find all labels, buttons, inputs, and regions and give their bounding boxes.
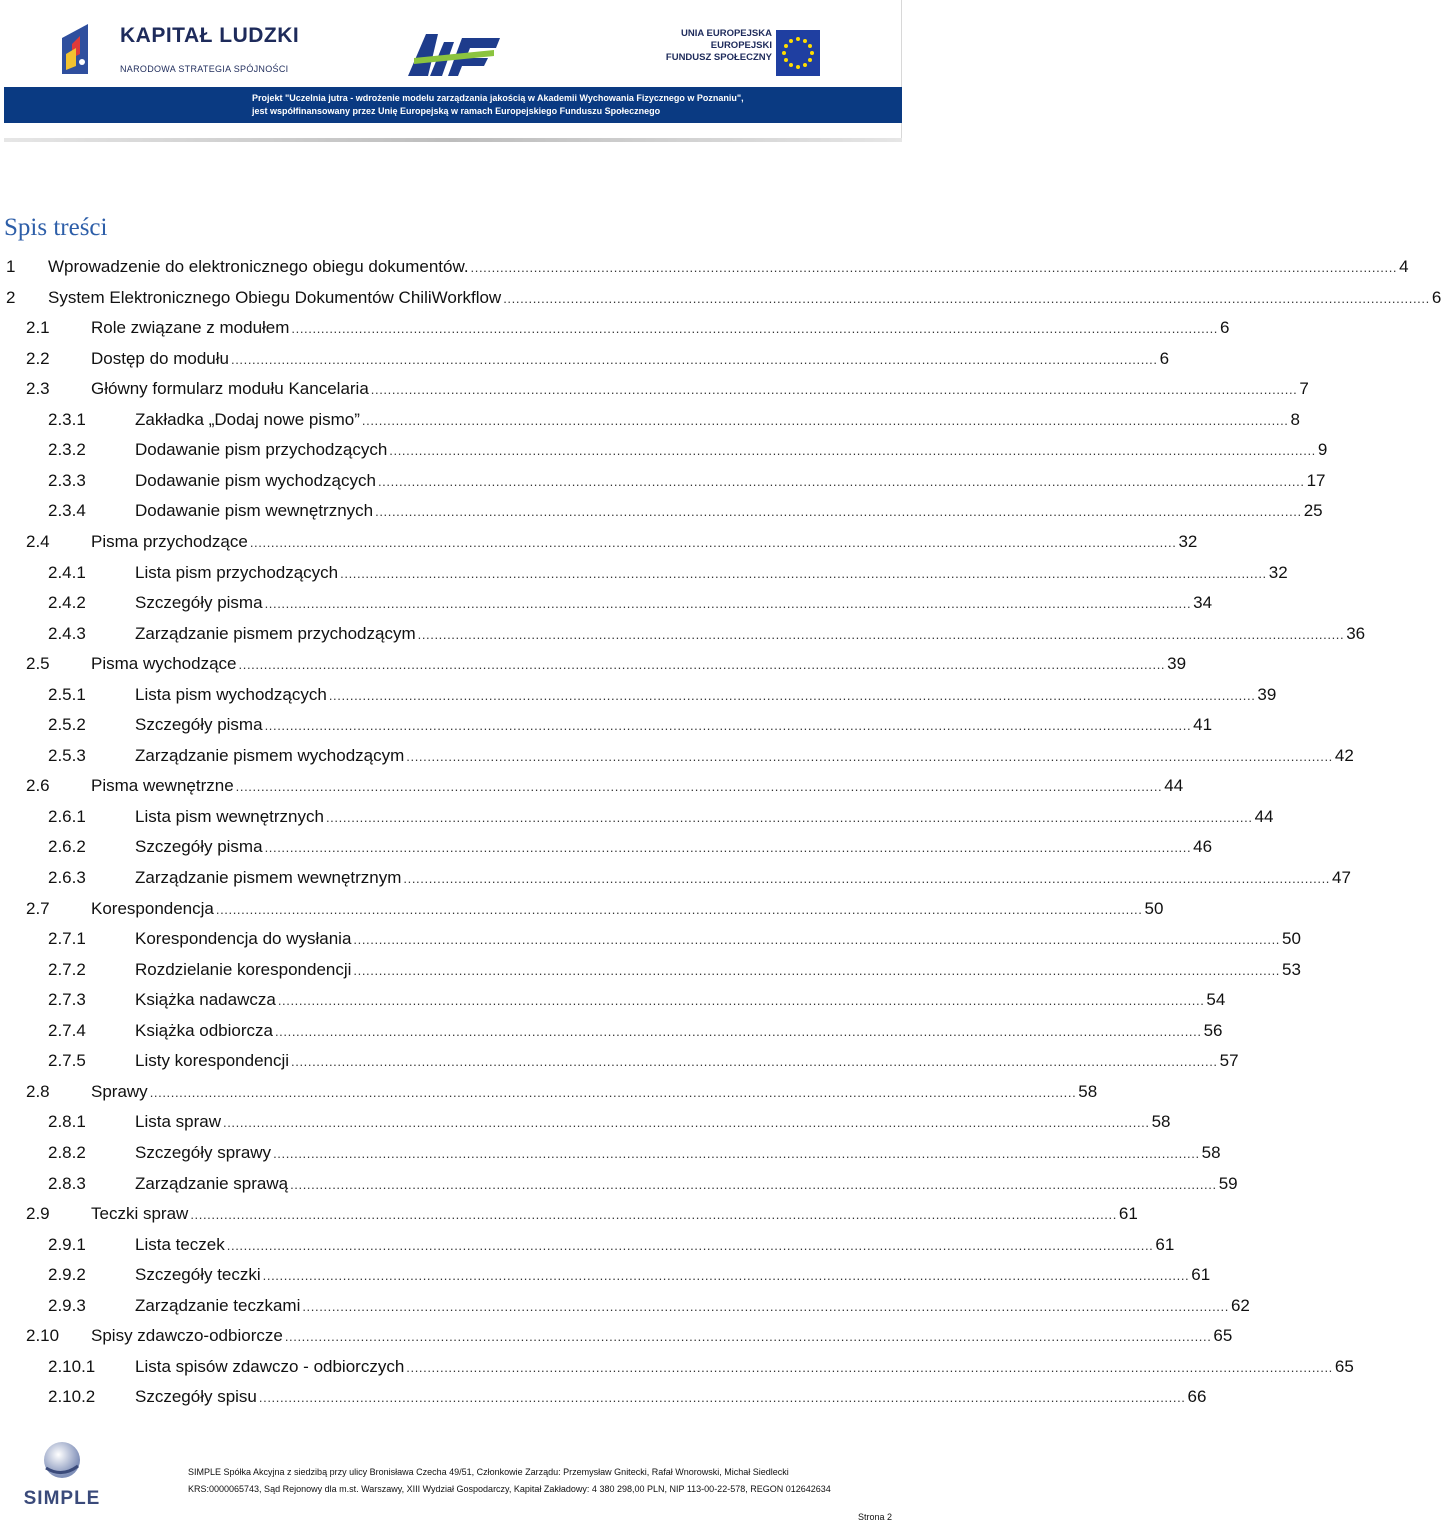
toc-dot-leader: ............................................................................................................................................................................................................................ [403,871,1331,886]
toc-entry-page: 6 [1431,287,1441,307]
toc-entry-page: 25 [1303,501,1323,521]
toc-entry-page: 9 [1317,440,1328,460]
toc-entry-title[interactable]: Dodawanie pism wewnętrznych [135,501,374,521]
toc-entry-page: 39 [1167,654,1187,674]
toc-entry-page: 6 [1220,318,1230,338]
eu-flag-icon [776,30,820,76]
toc-entry[interactable] [48,741,1354,771]
toc-entry-number: 2.3.4 [48,501,86,521]
toc-entry-number: 2.2 [26,348,50,368]
toc-dot-leader: ............................................................................................................................................................................................................................ [277,993,1205,1009]
kapital-ludzki-title: KAPITAŁ LUDZKI [120,24,300,47]
toc-entry[interactable] [48,1291,1250,1321]
toc-dot-leader: ............................................................................................................................................................................................................................ [238,657,1166,673]
toc-entry-title[interactable]: Zarządzanie teczkami [135,1295,301,1315]
toc-entry-title[interactable]: Rozdzielanie korespondencji [135,959,352,979]
eu-line-2: EUROPEJSKI [710,40,772,51]
toc-entry-title[interactable]: Zarządzanie pismem wychodzącym [135,745,405,765]
toc-entry-number: 1 [6,257,16,276]
toc-entry-page: 53 [1282,959,1301,979]
toc-entry-title[interactable]: Dodawanie pism przychodzących [135,440,388,460]
project-banner [4,0,902,141]
toc-entry-title[interactable]: Lista teczek [135,1234,225,1254]
toc-entry[interactable] [48,435,1328,465]
toc-entry-page: 57 [1219,1051,1239,1071]
toc-entry-number: 2.8 [26,1081,50,1101]
toc-dot-leader: ............................................................................................................................................................................................................................ [235,779,1163,795]
toc-entry[interactable] [48,832,1213,862]
toc-entry-page: 7 [1299,379,1309,399]
toc-entry-title[interactable]: Pisma przychodzące [91,531,248,551]
toc-entry-page: 39 [1257,684,1277,704]
toc-entry-number: 2.4.3 [48,623,86,643]
toc-entry-number: 2.10 [26,1326,60,1346]
toc-entry[interactable] [26,1321,1233,1351]
page-number: Strona 2 [858,1512,893,1522]
toc-dot-leader: ............................................................................................................................................................................................................................ [389,443,1316,459]
toc-dot-leader: ............................................................................................................................................................................................................................ [230,351,1158,367]
toc-entry[interactable] [26,894,1164,924]
toc-entry-page: 50 [1144,898,1164,918]
toc-entry[interactable] [26,527,1198,557]
toc-dot-leader: ............................................................................................................................................................................................................................ [290,1176,1217,1192]
toc-entry[interactable] [48,985,1226,1015]
toc-entry-page: 62 [1230,1295,1250,1315]
toc-dot-leader: ............................................................................................................................................................................................................................ [190,1207,1117,1223]
toc-entry[interactable] [48,955,1301,985]
toc-entry-title[interactable]: Korespondencja [91,898,214,918]
toc-entry-page: 65 [1334,1356,1354,1376]
toc-entry-page: 61 [1118,1204,1138,1224]
toc-entry-page: 44 [1164,776,1184,796]
toc-entry-page: 42 [1334,745,1354,765]
toc-entry-title[interactable]: Zakładka „Dodaj nowe pismo” [135,409,360,429]
toc-entry-page: 50 [1282,929,1301,949]
toc-entry-number: 2.9 [26,1204,50,1224]
toc-entry-title[interactable]: Lista spisów zdawczo - odbiorczych [135,1356,405,1376]
toc-entry-title[interactable]: Dostęp do modułu [91,348,229,368]
project-info-text [252,92,812,118]
toc-entry[interactable] [48,710,1213,740]
toc-entry-page: 65 [1213,1326,1233,1346]
toc-entry[interactable] [48,1352,1354,1382]
simple-logo [6,1438,118,1512]
toc-dot-leader: ............................................................................................................................................................................................................................ [375,504,1302,520]
toc-entry[interactable] [48,1230,1175,1260]
toc-dot-leader: ............................................................................................................................................................................................................................ [249,534,1177,550]
toc-entry[interactable] [48,1169,1238,1199]
toc-dot-leader: ............................................................................................................................................................................................................................ [361,412,1289,428]
toc-entry-number: 2.3.3 [48,470,86,490]
toc-entry-title[interactable]: Dodawanie pism wychodzących [135,470,376,490]
footer-line-2: KRS:0000065743, Sąd Rejonowy dla m.st. Warszawy, XIII Wydział Gospodarczy, Kapitał Zakładowy: 4 380 298,00 PLN, NIP 113-00-22-578, REGON 012642634 [188,1484,831,1494]
toc-entry-number: 2.3 [26,379,50,399]
toc-entry[interactable] [48,1138,1221,1168]
toc-entry[interactable] [26,374,1309,404]
toc-entry[interactable] [26,771,1184,801]
toc-entry-page: 41 [1193,715,1213,735]
toc-entry-page: 54 [1206,990,1226,1010]
toc-entry[interactable] [48,1260,1211,1290]
toc-entry[interactable] [48,1046,1239,1076]
toc-entry-title[interactable]: Szczegóły pisma [135,593,263,613]
toc-entry-page: 56 [1203,1020,1223,1040]
toc-entry[interactable] [48,863,1351,893]
toc-entry[interactable] [48,558,1288,588]
toc-dot-leader: ............................................................................................................................................................................................................................ [291,1054,1218,1070]
toc-entry-title[interactable]: Pisma wewnętrzne [91,776,234,796]
toc-entry-title[interactable]: Szczegóły pisma [135,837,263,857]
toc-dot-leader: ............................................................................................................................................................................................................................ [284,1329,1212,1345]
toc-entry-page: 61 [1155,1234,1175,1254]
toc-entry-number: 2.10.2 [48,1387,96,1407]
project-line-2: jest współfinansowany przez Unię Europejską w ramach Europejskiego Funduszu Społecznego [252,106,661,116]
toc-entry[interactable] [26,649,1187,679]
toc-dot-leader: ............................................................................................................................................................................................................................ [226,1237,1154,1253]
toc-entry-title[interactable]: Teczki spraw [91,1204,189,1224]
toc-entry-number: 2.9.1 [48,1234,86,1254]
toc-entry[interactable] [48,1016,1223,1046]
banner-divider [4,138,902,142]
toc-entry-number: 2.6 [26,776,50,796]
toc-dot-leader: ............................................................................................................................................................................................................................ [291,321,1219,337]
awf-logo [404,28,504,83]
toc-dot-leader: ............................................................................................................................................................................................................................ [503,290,1430,306]
toc-dot-leader: ............................................................................................................................................................................................................................ [417,626,1345,642]
toc-entry-page: 32 [1268,562,1288,582]
toc-entry-title[interactable]: Korespondencja do wysłania [135,929,352,949]
toc-entry-page: 58 [1078,1081,1098,1101]
toc-entry-page: 32 [1178,531,1198,551]
toc-entry[interactable] [6,252,1409,282]
toc-entry[interactable] [48,466,1326,496]
toc-dot-leader: ............................................................................................................................................................................................................................ [149,1084,1077,1100]
toc-entry-title[interactable]: Lista pism wychodzących [135,684,327,704]
toc-entry-page: 58 [1201,1142,1221,1162]
toc-entry-title[interactable]: Role związane z modułem [91,318,290,338]
toc-entry-number: 2.7 [26,898,50,918]
toc-entry[interactable] [26,1199,1138,1229]
toc-dot-leader: ............................................................................................................................................................................................................................ [258,1390,1186,1406]
toc-entry-number: 2.9.2 [48,1265,86,1285]
toc-entry-number: 2.8.2 [48,1142,86,1162]
toc-dot-leader: ............................................................................................................................................................................................................................ [406,748,1333,764]
kapital-ludzki-subtitle: NARODOWA STRATEGIA SPÓJNOŚCI [120,64,289,74]
toc-dot-leader: ............................................................................................................................................................................................................................ [325,809,1253,825]
toc-entry[interactable] [26,313,1230,343]
toc-dot-leader: ............................................................................................................................................................................................................................ [215,901,1143,917]
toc-entry-number: 2.6.2 [48,837,86,857]
toc-entry[interactable] [48,680,1277,710]
toc-entry-number: 2.5 [26,654,50,674]
toc-entry[interactable] [48,802,1274,832]
eu-logo [642,28,822,80]
toc-entry-title[interactable]: Wprowadzenie do elektronicznego obiegu dokumentów. [48,257,469,276]
kapital-ludzki-emblem-icon [58,18,106,78]
toc-entry[interactable] [48,496,1323,526]
toc-entry-title[interactable]: Sprawy [91,1081,148,1101]
toc-dot-leader: ............................................................................................................................................................................................................................ [302,1298,1229,1314]
toc-entry-title[interactable]: Szczegóły pisma [135,715,263,735]
toc-entry-number: 2 [6,287,16,307]
toc-entry-page: 34 [1193,593,1213,613]
toc-dot-leader: ............................................................................................................................................................................................................................ [264,840,1192,856]
toc-entry-page: 58 [1151,1112,1171,1132]
toc-entry-number: 2.6.1 [48,806,86,826]
toc-entry-title[interactable]: Spisy zdawczo-odbiorcze [91,1326,283,1346]
toc-dot-leader: ............................................................................................................................................................................................................................ [353,932,1281,948]
toc-entry-title[interactable]: Lista pism wewnętrznych [135,806,324,826]
toc-entry-number: 2.5.1 [48,684,86,704]
toc-entry-number: 2.7.5 [48,1051,86,1071]
toc-dot-leader: ............................................................................................................................................................................................................................ [406,1359,1333,1375]
toc-entry[interactable] [26,344,1170,374]
toc-entry-page: 61 [1191,1265,1211,1285]
toc-entry-number: 2.7.3 [48,990,86,1010]
toc-dot-leader: ............................................................................................................................................................................................................................ [328,687,1256,703]
toc-entry-title[interactable]: Główny formularz modułu Kancelaria [91,379,369,399]
toc-entry-number: 2.4.1 [48,562,86,582]
toc-entry-number: 2.8.1 [48,1112,86,1132]
toc-entry-number: 2.4.2 [48,593,86,613]
eu-line-3: FUNDUSZ SPOŁECZNY [665,52,772,63]
toc-entry[interactable] [48,588,1213,618]
toc-entry-title[interactable]: Książka odbiorcza [135,1020,273,1040]
toc-entry-page: 66 [1187,1387,1207,1407]
toc-dot-leader: ............................................................................................................................................................................................................................ [340,565,1267,581]
toc-entry-number: 2.9.3 [48,1295,86,1315]
toc-entry-page: 36 [1346,623,1366,643]
toc-entry[interactable] [48,924,1301,954]
toc-entry[interactable] [48,1107,1171,1137]
toc-entry-number: 2.8.3 [48,1173,86,1193]
toc-entry-number: 2.10.1 [48,1356,96,1376]
toc-entry-title[interactable]: Pisma wychodzące [91,654,237,674]
toc-entry-number: 2.1 [26,318,50,338]
toc-dot-leader: ............................................................................................................................................................................................................................ [470,260,1398,275]
toc-entry-page: 59 [1218,1173,1238,1193]
toc-entry[interactable] [26,1077,1098,1107]
toc-entry-title[interactable]: Lista spraw [135,1112,221,1132]
toc-entry-page: 46 [1193,837,1213,857]
toc-entry-page: 4 [1399,257,1409,276]
simple-logo-text: SIMPLE [23,1488,101,1509]
footer-line-1: SIMPLE Spółka Akcyjna z siedzibą przy ulicy Bronisława Czecha 49/51, Członkowie Zarządu: Przemysław Gnitecki, Rafał Wnorowski, Michał Siedlecki [188,1467,789,1477]
toc-entry-number: 2.7.1 [48,929,86,949]
toc-entry-title[interactable]: Listy korespondencji [135,1051,290,1071]
toc-entry-title[interactable]: Zarządzanie pismem przychodzącym [135,623,416,643]
toc-dot-leader: ............................................................................................................................................................................................................................ [264,718,1192,734]
toc-dot-leader: ............................................................................................................................................................................................................................ [273,1145,1200,1161]
toc-entry[interactable] [48,1382,1207,1412]
toc-dot-leader: ............................................................................................................................................................................................................................ [264,596,1192,612]
toc-entry-number: 2.5.2 [48,715,86,735]
toc-entry-title[interactable]: Zarządzanie sprawą [135,1173,289,1193]
toc-dot-leader: ............................................................................................................................................................................................................................ [370,382,1298,398]
toc-entry-number: 2.5.3 [48,745,86,765]
eu-line-1: UNIA EUROPEJSKA [681,28,772,39]
toc-dot-leader: ............................................................................................................................................................................................................................ [262,1268,1190,1284]
project-line-1: Projekt "Uczelnia jutra - wdrożenie modelu zarządzania jakością w Akademii Wychowania Fizycznego w Poznaniu", [252,93,744,103]
toc-entry-title[interactable]: Książka nadawcza [135,990,276,1010]
toc-entry-title[interactable]: System Elektronicznego Obiegu Dokumentów ChiliWorkflow [48,287,502,307]
toc-entry-page: 47 [1332,868,1351,887]
toc-entry-page: 17 [1306,470,1326,490]
toc-entry[interactable] [6,283,1441,313]
toc-entry-number: 2.3.2 [48,440,86,460]
awf-logo-icon [404,28,504,78]
toc-entry-number: 2.3.1 [48,409,86,429]
toc-entry-title[interactable]: Szczegóły spisu [135,1387,257,1407]
toc-entry-page: 44 [1254,806,1274,826]
toc-dot-leader: ............................................................................................................................................................................................................................ [377,473,1305,489]
toc-entry-number: 2.6.3 [48,868,86,887]
toc-heading: Spis treści [4,214,108,241]
company-footer [188,1464,908,1498]
toc-entry-page: 8 [1290,409,1300,429]
toc-entry-title[interactable]: Lista pism przychodzących [135,562,339,582]
toc-entry-title[interactable]: Szczegóły teczki [135,1265,261,1285]
toc-entry[interactable] [48,405,1300,435]
toc-entry-number: 2.7.4 [48,1020,86,1040]
toc-entry-number: 2.4 [26,531,50,551]
toc-dot-leader: ............................................................................................................................................................................................................................ [274,1023,1202,1039]
toc-entry-title[interactable]: Zarządzanie pismem wewnętrznym [135,868,402,887]
toc-entry-number: 2.7.2 [48,959,86,979]
toc-dot-leader: ............................................................................................................................................................................................................................ [222,1115,1150,1131]
toc-entry-page: 6 [1159,348,1170,368]
toc-entry[interactable] [48,619,1366,649]
toc-dot-leader: ............................................................................................................................................................................................................................ [353,962,1281,978]
toc-entry-title[interactable]: Szczegóły sprawy [135,1142,272,1162]
simple-logo-icon [6,1438,118,1488]
